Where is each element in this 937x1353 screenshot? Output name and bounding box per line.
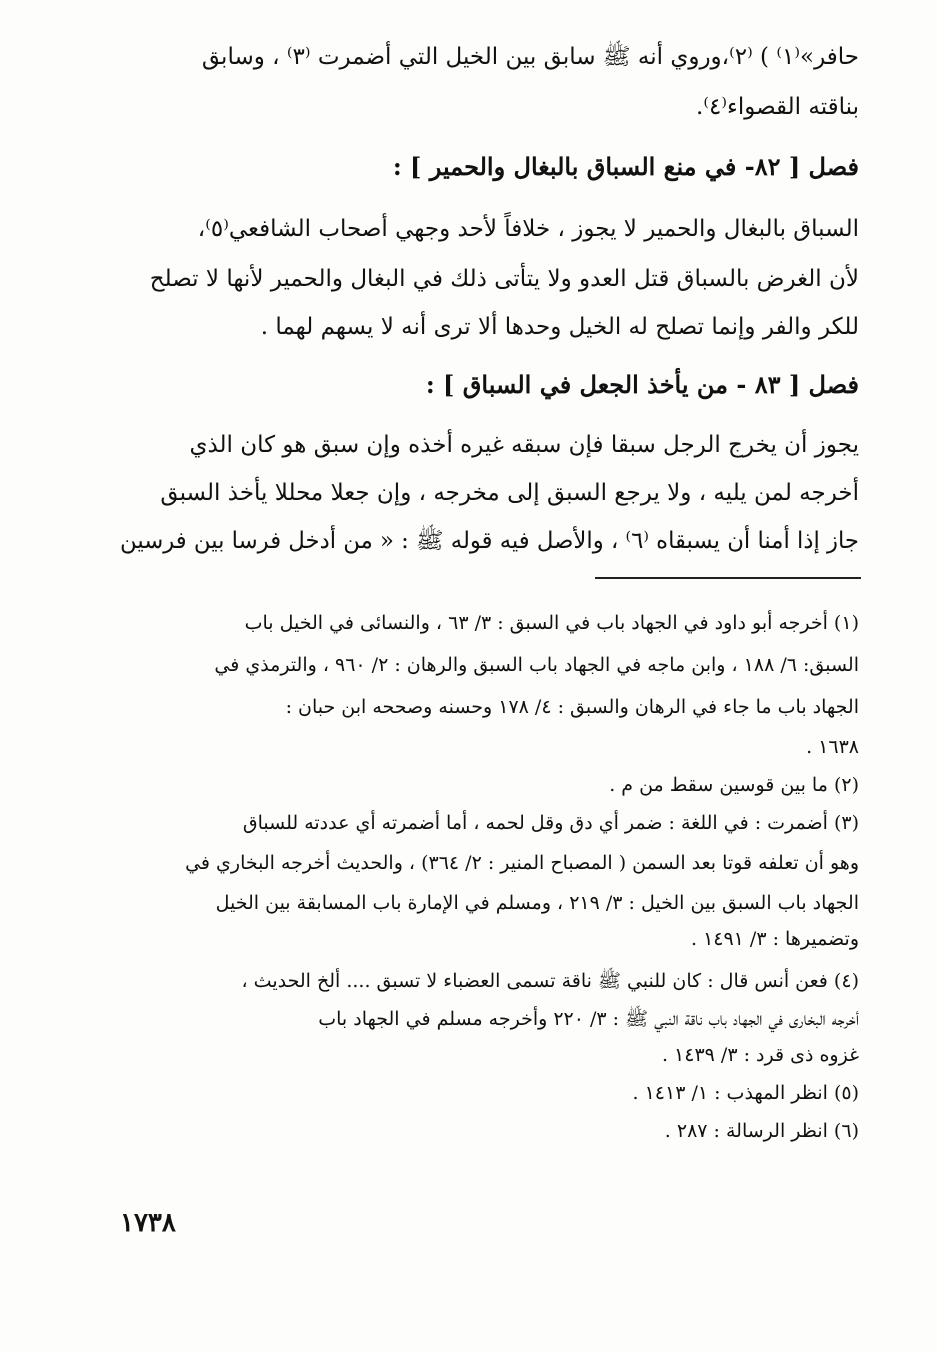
section-82-heading: فصل [ ٨٢- في منع السباق بالبغال والحمير ] : [392, 152, 859, 181]
footnote-line: (٢) ما بين قوسين سقط من م . [609, 774, 859, 796]
section-83-heading: فصل [ ٨٣ - من يأخذ الجعل في السباق ] : [425, 370, 859, 399]
body-line-2: بناقته القصواء⁽٤⁾. [696, 94, 859, 120]
footnote-line: ١٦٣٨ . [806, 736, 859, 758]
page-number: ١٧٣٨ [120, 1208, 176, 1238]
footnote-line: وهو أن تعلفه قوتا بعد السمن ( المصباح المنير : ٢/ ٣٦٤) ، والحديث أخرجه البخاري في [185, 852, 859, 874]
footnote-line: (٤) فعن أنس قال : كان للنبي ﷺ ناقة تسمى العضباء لا تسبق .... ألخ الحديث ، [241, 970, 859, 992]
section-83-line-3: جاز إذا أمنا أن يسبقاه ⁽٦⁾ ، والأصل فيه قوله ﷺ : « من أدخل فرسا بين فرسين [120, 528, 859, 554]
body-line-1: حافر»⁽١⁾ ) ⁽٢⁾،وروي أنه ﷺ سابق بين الخيل التي أضمرت ⁽٣⁾ ، وسابق [201, 44, 859, 70]
footnote-line: (٣) أضمرت : في اللغة : ضمر أي دق وقل لحمه ، أما أضمرته أي عددته للسباق [242, 812, 859, 834]
section-83-line-2: أخرجه لمن يليه ، ولا يرجع السبق إلى مخرجه ، وإن جعلا محللا يأخذ السبق [160, 480, 859, 506]
footnote-line: الجهاد باب السبق بين الخيل : ٣/ ٢١٩ ، ومسلم في الإمارة باب المسابقة بين الخيل [215, 892, 859, 914]
footnote-line: الجهاد باب ما جاء في الرهان والسبق : ٤/ ١٧٨ وحسنه وصححه ابن حبان : [285, 696, 859, 718]
section-82-line-2: لأن الغرض بالسباق قتل العدو ولا يتأتى ذلك في البغال والحمير لأنها لا تصلح [149, 266, 859, 292]
section-82-line-3: للكر والفر وإنما تصلح له الخيل وحدها ألا ترى أنه لا يسهم لهما . [260, 314, 859, 340]
footnote-line: السبق: ٦/ ١٨٨ ، وابن ماجه في الجهاد باب السبق والرهان : ٢/ ٩٦٠ ، والترمذي في [214, 654, 859, 676]
footnote-line: (١) أخرجه أبو داود في الجهاد باب في السبق : ٣/ ٦٣ ، والنسائى في الخيل باب [244, 612, 859, 634]
footnote-line: (٦) انظر الرسالة : ٢٨٧ . [664, 1120, 859, 1142]
footnote-line: أخرجه البخارى في الجهاد باب ناقة النبي ﷺ : ٣/ ٢٢٠ وأخرجه مسلم في الجهاد باب [318, 1008, 859, 1030]
section-82-line-1: السباق بالبغال والحمير لا يجوز ، خلافاً لأحد وجهي أصحاب الشافعي⁽٥⁾، [197, 216, 859, 242]
footnote-line: وتضميرها : ٣/ ١٤٩١ . [690, 928, 859, 950]
section-83-line-1: يجوز أن يخرج الرجل سبقا فإن سبقه غيره أخذه وإن سبق هو كان الذي [189, 432, 859, 458]
footnote-line: (٥) انظر المهذب : ١/ ١٤١٣ . [632, 1082, 859, 1104]
footnote-separator [595, 577, 861, 579]
footnote-line: غزوه ذى قرد : ٣/ ١٤٣٩ . [661, 1044, 859, 1066]
